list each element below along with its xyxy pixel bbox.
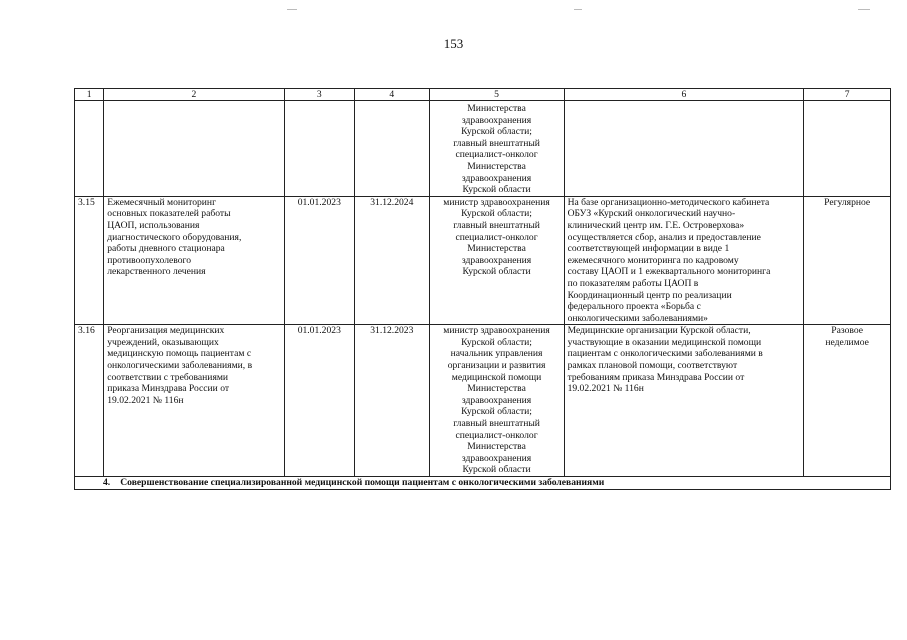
measures-table	[74, 88, 891, 490]
page-number: 153	[443, 36, 464, 51]
cell-result	[564, 101, 804, 197]
table-row-continuation	[75, 101, 891, 197]
scan-artifact-line	[858, 9, 870, 10]
cell-type: Разовое неделимое	[804, 325, 891, 477]
cell-start-date: 01.01.2023	[284, 196, 355, 325]
cell-end-date: 31.12.2023	[355, 325, 430, 477]
cell-number: 3.16	[75, 325, 104, 477]
scan-artifact-line	[574, 9, 582, 10]
cell-responsible: министр здравоохранения Курской области; начальник управления организации и развития медицинской помощи Министерства здравоохранения Курской области; главный внештатный специалист-онколог Министерства здравоохранения Курской области	[429, 325, 564, 477]
header-cell: 6	[564, 89, 804, 101]
cell-result: На базе организационно-методического кабинета ОБУЗ «Курский онкологический научно- клинический центр им. Г.Е. Островерхова» осуществляется сбор, анализ и предоставление соответствующей информации в виде 1 ежемесячного мониторинга по кадровому составу ЦАОП и 1 ежеквартального мониторинга по показателям работы ЦАОП в Координационный центр по реализации федерального проекта «Борьба с онкологическими заболеваниями»	[564, 196, 804, 325]
section-number: 4.	[103, 477, 111, 488]
section-header-row	[75, 477, 891, 490]
cell-responsible: министр здравоохранения Курской области; главный внештатный специалист-онколог Министерства здравоохранения Курской области	[429, 196, 564, 325]
cell-end-date	[355, 101, 430, 197]
header-cell: 7	[804, 89, 891, 101]
header-cell: 1	[75, 89, 104, 101]
header-cell: 3	[284, 89, 355, 101]
section-heading	[75, 477, 891, 490]
table-row	[75, 196, 891, 325]
cell-measure-name	[104, 101, 284, 197]
cell-end-date: 31.12.2024	[355, 196, 430, 325]
cell-type: Регулярное	[804, 196, 891, 325]
column-number-header	[75, 89, 891, 101]
section-title: Совершенствование специализированной медицинской помощи пациентам с онкологическими заболеваниями	[120, 477, 605, 488]
scan-artifact-line	[287, 9, 297, 10]
cell-number: 3.15	[75, 196, 104, 325]
cell-number	[75, 101, 104, 197]
cell-result: Медицинские организации Курской области, участвующие в оказании медицинской помощи пациентам с онкологическими заболеваниями в рамках плановой помощи, соответствуют требованиям приказа Минздрава России от 19.02.2021 № 116н	[564, 325, 804, 477]
cell-responsible: Министерства здравоохранения Курской области; главный внештатный специалист-онколог Министерства здравоохранения Курской области	[429, 101, 564, 197]
header-cell: 4	[355, 89, 430, 101]
cell-measure-name: Реорганизация медицинских учреждений, оказывающих медицинскую помощь пациентам с онкологическими заболеваниями, в соответствии с требованиями приказа Минздрава России от 19.02.2021 № 116н	[104, 325, 284, 477]
cell-type	[804, 101, 891, 197]
cell-measure-name: Ежемесячный мониторинг основных показателей работы ЦАОП, использования диагностического оборудования, работы дневного стационара противоопухолевого лекарственного лечения	[104, 196, 284, 325]
header-cell: 5	[429, 89, 564, 101]
table-row	[75, 325, 891, 477]
header-cell: 2	[104, 89, 284, 101]
cell-start-date	[284, 101, 355, 197]
cell-start-date: 01.01.2023	[284, 325, 355, 477]
